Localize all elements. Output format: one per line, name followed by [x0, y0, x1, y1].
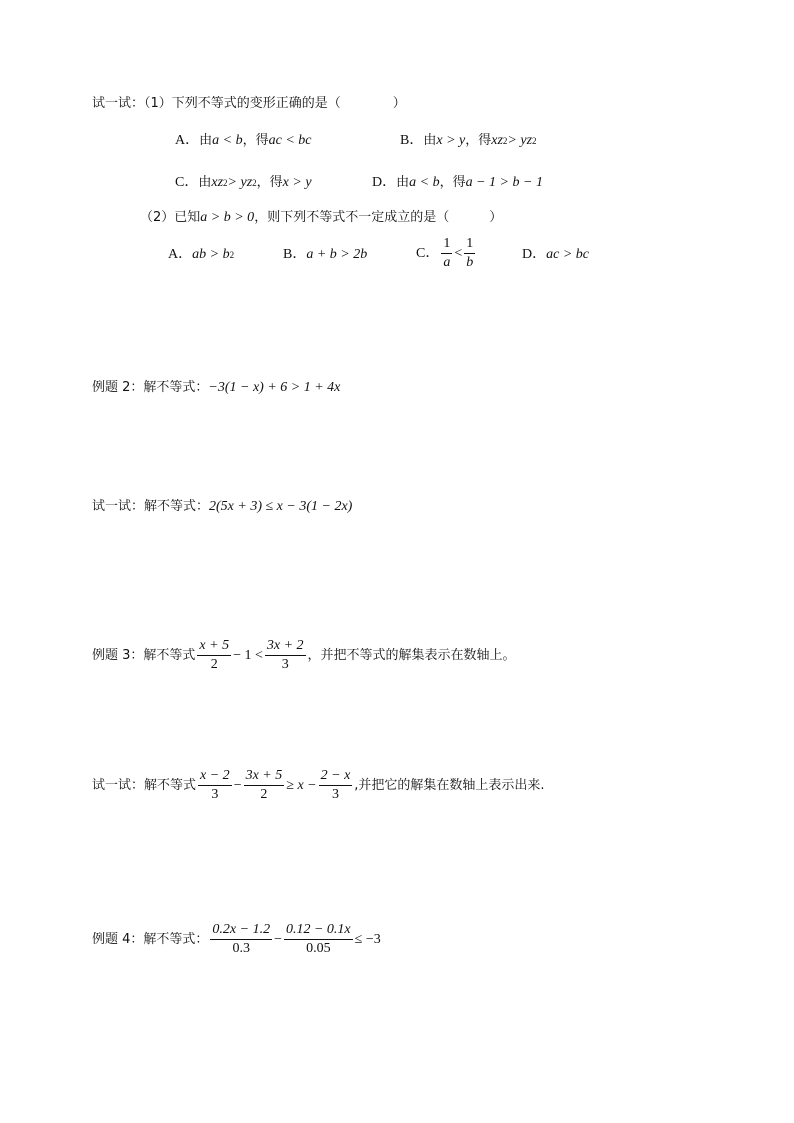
- example3-fraction2: [265, 638, 306, 673]
- practice3-op2: ≥ x −: [286, 777, 317, 793]
- option-b-math2b: > yz: [507, 133, 533, 148]
- example4-tail: ≤ −3: [354, 931, 381, 947]
- example3-label: 例题 3：解不等式: [92, 647, 196, 663]
- option-b: [400, 133, 537, 149]
- practice1-part2: [140, 210, 502, 226]
- option-d-label: D．: [372, 175, 397, 190]
- option-a-text: 由: [199, 133, 213, 148]
- q2-option-c-fraction2: [464, 236, 475, 271]
- option-b-text: 由: [423, 133, 437, 148]
- option-a: [175, 133, 311, 149]
- q2-option-a-sup: 2: [229, 250, 235, 260]
- option-d: [372, 175, 543, 191]
- part2-text: ，则下列不等式不一定成立的是（: [254, 210, 450, 225]
- option-d-math2: a − 1 > b − 1: [465, 175, 543, 190]
- fraction-denominator: 2: [260, 787, 268, 802]
- fraction-denominator: 3: [331, 787, 339, 802]
- q2-option-d-math: ac > bc: [546, 247, 589, 262]
- example4-label: 例题 4：解不等式：: [92, 931, 209, 947]
- option-c-sup2: 2: [252, 178, 257, 188]
- example3-tail: ，并把不等式的解集表示在数轴上。: [307, 647, 516, 663]
- fraction-numerator: x − 2: [198, 768, 232, 786]
- fraction-denominator: 0.05: [306, 941, 331, 956]
- option-b-sup2: 2: [532, 136, 537, 146]
- fraction-denominator: 2: [210, 657, 218, 672]
- part2-close-paren: ）: [489, 210, 503, 225]
- option-c-math1a: xz: [211, 175, 224, 190]
- option-b-sup1: 2: [502, 136, 508, 146]
- fraction-denominator: 3: [281, 657, 289, 672]
- fraction-numerator: 3x + 2: [265, 638, 306, 656]
- q2-option-b-label: B．: [283, 247, 307, 262]
- q2-option-a-math: ab > b: [192, 247, 230, 262]
- q2-option-c: [416, 236, 477, 271]
- fraction-denominator: b: [466, 255, 474, 270]
- q2-option-c-fraction1: [441, 236, 452, 271]
- practice3-fraction2: [244, 768, 285, 803]
- example3-mid: − 1 <: [233, 647, 263, 663]
- fraction-numerator: 0.2x − 1.2: [210, 922, 272, 940]
- practice1-intro: 试一试：（1）下列不等式的变形正确的是（: [92, 96, 341, 111]
- option-d-math1: a < b: [409, 175, 440, 190]
- q2-option-a: [168, 247, 234, 263]
- practice3: [92, 768, 545, 803]
- q2-option-c-label: C．: [416, 245, 440, 261]
- option-c-text2: ，得: [256, 175, 283, 190]
- option-b-math1: x > y: [436, 133, 466, 148]
- part2-math: a > b > 0: [200, 210, 255, 225]
- practice2-label: 试一试：解不等式：: [92, 499, 210, 514]
- practice3-fraction3: [319, 768, 353, 803]
- option-a-math2: ac < bc: [268, 133, 312, 148]
- option-d-text2: ，得: [439, 175, 466, 190]
- option-c-label: C．: [175, 175, 199, 190]
- example2: [92, 380, 340, 396]
- option-d-text: 由: [396, 175, 410, 190]
- fraction-numerator: 1: [441, 236, 452, 254]
- practice1-question: [92, 96, 406, 112]
- fraction-denominator: a: [443, 255, 451, 270]
- option-c-math2: x > y: [282, 175, 312, 190]
- option-c-sup1: 2: [223, 178, 228, 188]
- q2-option-b-math: a + b > 2b: [306, 247, 368, 262]
- example3: [92, 638, 516, 673]
- option-c-text: 由: [198, 175, 212, 190]
- option-a-label: A．: [175, 133, 200, 148]
- option-a-text2: ，得: [242, 133, 269, 148]
- example2-label: 例题 2：解不等式：: [92, 380, 209, 395]
- fraction-denominator: 3: [211, 787, 219, 802]
- q2-option-d: [522, 247, 589, 263]
- example2-math: −3(1 − x) + 6 > 1 + 4x: [208, 380, 341, 395]
- example3-fraction1: [197, 638, 231, 673]
- option-b-math2a: xz: [491, 133, 503, 148]
- example4: [92, 922, 381, 957]
- fraction-denominator: 0.3: [232, 941, 250, 956]
- fraction-numerator: 0.12 − 0.1x: [284, 922, 353, 940]
- option-a-math1: a < b: [212, 133, 243, 148]
- q2-option-b: [283, 247, 367, 263]
- example4-op: −: [274, 931, 282, 947]
- practice3-fraction1: [198, 768, 232, 803]
- option-b-label: B．: [400, 133, 424, 148]
- example4-fraction1: [210, 922, 272, 957]
- q2-option-c-op: <: [454, 245, 463, 261]
- fraction-numerator: x + 5: [197, 638, 231, 656]
- fraction-numerator: 2 − x: [319, 768, 353, 786]
- q2-option-d-label: D．: [522, 247, 547, 262]
- practice2-math: 2(5x + 3) ≤ x − 3(1 − 2x): [209, 499, 353, 514]
- part2-intro: （2）已知: [140, 210, 201, 225]
- fraction-numerator: 3x + 5: [244, 768, 285, 786]
- option-c: [175, 175, 312, 191]
- practice1-close-paren: ）: [392, 96, 406, 111]
- q2-option-a-label: A．: [168, 247, 193, 262]
- fraction-numerator: 1: [464, 236, 475, 254]
- practice3-op1: −: [233, 777, 242, 793]
- practice3-tail: ,并把它的解集在数轴上表示出来.: [354, 777, 545, 793]
- option-c-math1b: > yz: [227, 175, 253, 190]
- practice2: [92, 499, 352, 515]
- example4-fraction2: [284, 922, 353, 957]
- practice3-label: 试一试：解不等式: [92, 777, 197, 793]
- option-b-text2: ，得: [465, 133, 492, 148]
